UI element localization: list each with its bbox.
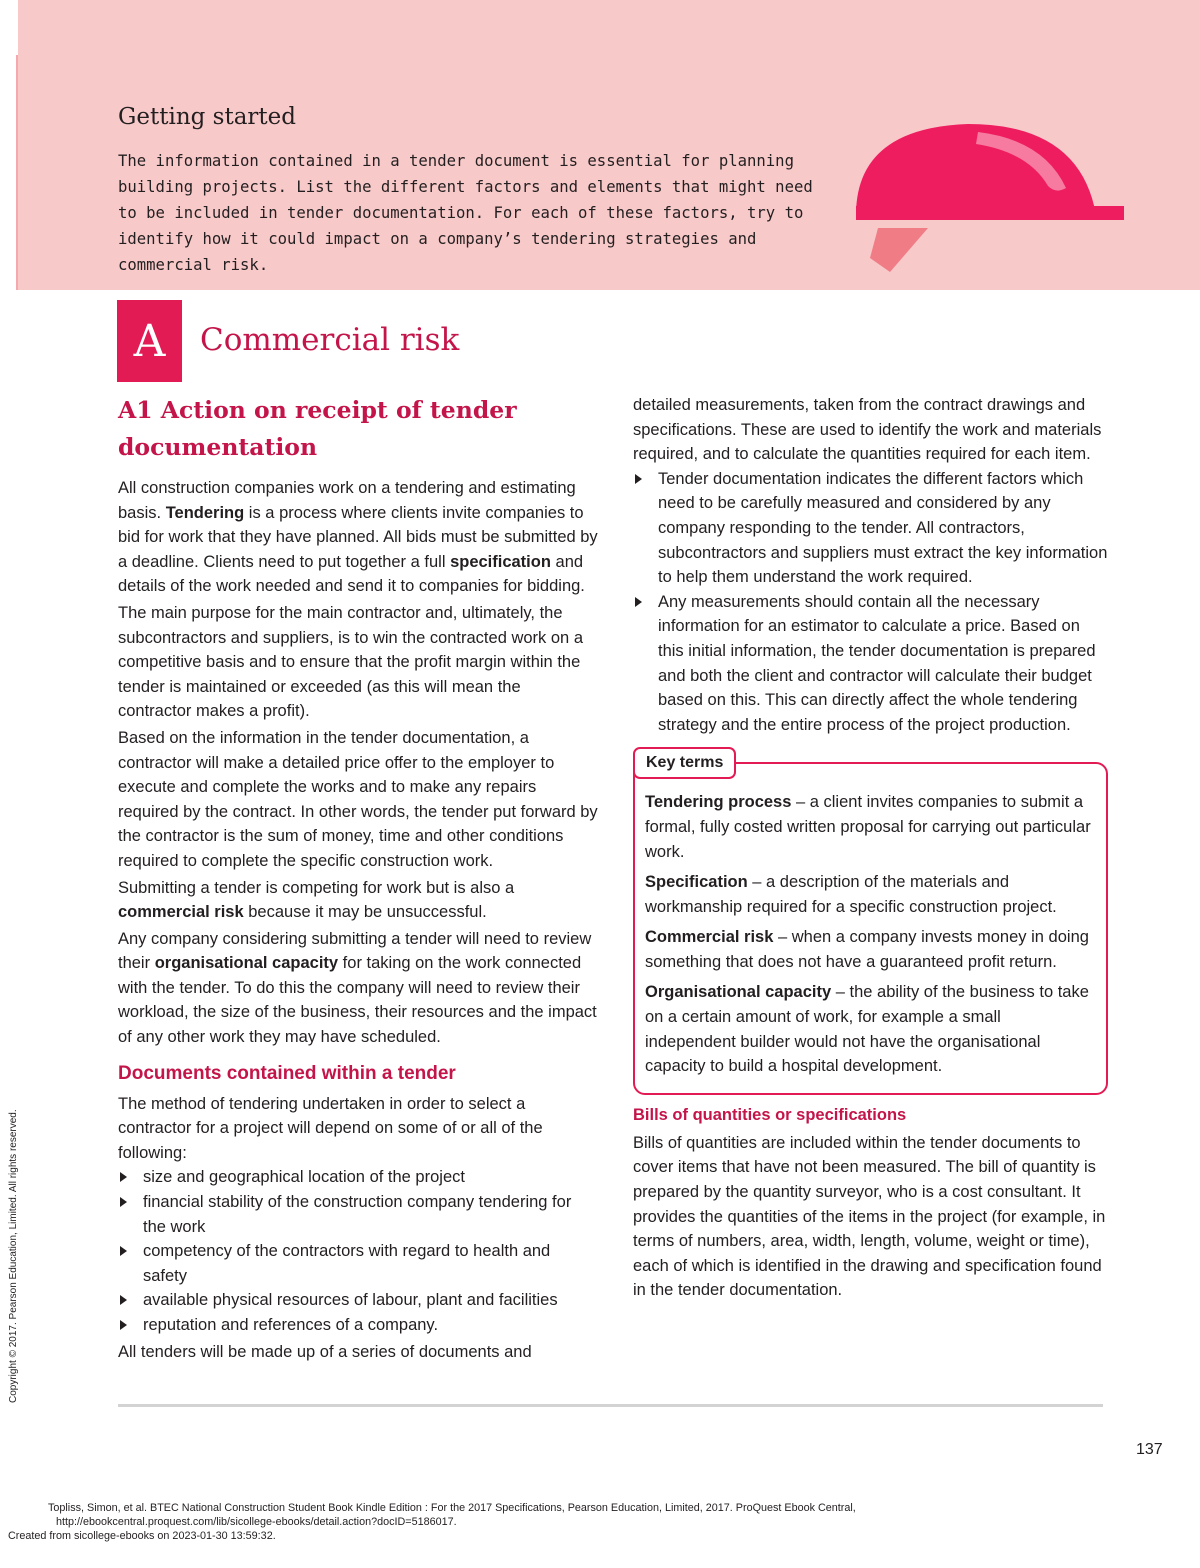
tender-notes-list — [633, 467, 1108, 738]
copyright-notice: Copyright © 2017. Pearson Education, Limited. All rights reserved. — [8, 1109, 19, 1403]
text-run: All construction companies work on a tendering and estimating basis. — [118, 479, 576, 522]
key-terms-panel — [633, 747, 1108, 1095]
paragraph: The main purpose for the main contractor and, ultimately, the subcontractors and suppliers, is to win the contracted work on a competitive basis and to ensure that the profit margin within the tender is maintained or exceeded (as this will mean the contractor makes a profit). — [118, 603, 583, 721]
getting-started-text: The information contained in a tender document is essential for planning building projects. List the different factors and elements that might need to be included in tender documentation. For each of these factors, try to identify how it could impact on a company’s tendering strategies and commercial risk. — [118, 152, 813, 274]
citation-created: Created from sicollege-ebooks on 2023-01-30 13:59:32. — [8, 1530, 276, 1542]
key-term-entry — [645, 980, 1096, 1078]
list-item-text: reputation and references of a company. — [143, 1316, 439, 1334]
citation-line: Topliss, Simon, et al. BTEC National Construction Student Book Kindle Edition : For the 2017 Specifications, Pearson Education, Limited, 2017. ProQuest Ebook Central, — [48, 1502, 856, 1514]
text-run: is a process where clients invite companies to bid for work that they have planned. All bids must be submitted by a deadline. Clients need to put together a full — [118, 503, 598, 571]
paragraph: All tenders will be made up of a series of documents and — [118, 1342, 532, 1361]
list-item-text: size and geographical location of the project — [143, 1168, 465, 1187]
bullet-triangle-icon — [120, 1320, 127, 1330]
text-run: and details of the work needed and send it to companies for bidding. — [118, 552, 585, 596]
a1-heading: A1 Action on receipt of tender documentation — [118, 396, 517, 461]
key-term-tendering: Tendering — [165, 503, 245, 522]
paragraph: detailed measurements, taken from the contract drawings and specifications. These are used to identify the work and materials required, and to calculate the quantities required for each item. — [633, 396, 1102, 464]
paragraph — [118, 476, 598, 599]
text-run: for taking on the work connected with the tender. To do this the company will need to review their workload, the size of the business, their resources and the impact of any other work they may have scheduled. — [118, 954, 597, 1047]
banner-edge-strip — [16, 55, 18, 290]
factors-list — [118, 1165, 598, 1337]
key-term-definition: – the ability of the business to take on a certain amount of work, for example a small independent builder would not have the organisational capacity to build a hospital development. — [645, 983, 1089, 1076]
bullet-triangle-icon — [120, 1172, 127, 1182]
bottom-rule — [118, 1404, 1103, 1407]
key-term-name: Specification — [645, 873, 748, 892]
list-item — [118, 1288, 598, 1313]
bullet-triangle-icon — [635, 597, 642, 607]
list-item-text: financial stability of the construction company tendering for the work — [143, 1193, 572, 1236]
list-item — [633, 590, 1108, 738]
paragraph: Bills of quantities are included within the tender documents to cover items that have not been measured. The bill of quantity is prepared by the quantity surveyor, who is a cost consultant. It provides the quantities of the items in the project (for example, in terms of numbers, area, width, length, volume, weight or time), each of which is identified in the drawing and specification found in the tender documentation. — [633, 1133, 1106, 1300]
list-item-text: available physical resources of labour, plant and facilities — [143, 1291, 558, 1310]
section-title: Commercial risk — [200, 322, 460, 358]
documents-heading: Documents contained within a tender — [118, 1062, 456, 1084]
left-column — [118, 392, 598, 1366]
right-column — [633, 393, 1108, 1305]
section-letter-badge: A — [117, 300, 182, 382]
paragraph — [118, 876, 598, 925]
key-term-entry — [645, 790, 1096, 864]
key-term-name: Commercial risk — [645, 928, 774, 947]
text-run: because it may be unsuccessful. — [243, 903, 487, 922]
key-term-name: Tendering process — [645, 793, 792, 812]
key-term-definition: – a description of the materials and workmanship required for a specific construction project. — [645, 873, 1057, 916]
key-term-entry — [645, 870, 1096, 919]
key-term-commercial-risk: commercial risk — [118, 903, 244, 922]
key-term-entry — [645, 925, 1096, 974]
hard-hat-icon — [848, 110, 1128, 280]
list-item-text: Any measurements should contain all the necessary information for an estimator to calculate a price. Based on this initial information, the tender documentation is prepared and both the client and contractor will calculate their budget based on this. This can directly affect the whole tendering strategy and the entire process of the project production. — [658, 592, 1096, 734]
text-run: Any company considering submitting a tender will need to review their — [118, 929, 592, 973]
list-item-text: Tender documentation indicates the different factors which need to be carefully measured and considered by any company responding to the tender. All contractors, subcontractors and suppliers must extract the key information to help them understand the work required. — [658, 469, 1108, 587]
key-terms-label: Key terms — [633, 747, 736, 779]
list-item — [118, 1165, 598, 1190]
key-term-definition: – when a company invests money in doing something that does not have a guaranteed profit return. — [645, 928, 1089, 971]
list-item — [118, 1313, 598, 1338]
bullet-triangle-icon — [120, 1246, 127, 1256]
bullet-triangle-icon — [120, 1197, 127, 1207]
paragraph — [118, 927, 598, 1050]
list-item — [118, 1190, 598, 1239]
key-term-organisational-capacity: organisational capacity — [154, 954, 339, 973]
key-term-definition: – a client invites companies to submit a formal, fully costed written proposal for carrying out particular work. — [645, 793, 1091, 861]
page-number: 137 — [1136, 1441, 1163, 1458]
list-item — [633, 467, 1108, 590]
key-term-specification: specification — [450, 552, 551, 571]
text-run: Submitting a tender is competing for work but is also a — [118, 878, 515, 897]
paragraph: The method of tendering undertaken in order to select a contractor for a project will depend on some of or all of the following: — [118, 1094, 543, 1162]
citation-url[interactable]: http://ebookcentral.proquest.com/lib/sicollege-ebooks/detail.action?docID=5186017. — [56, 1516, 457, 1528]
citation-block — [8, 1501, 856, 1543]
getting-started-title: Getting started — [118, 104, 297, 130]
key-terms-box — [633, 762, 1108, 1095]
list-item-text: competency of the contractors with regard to health and safety — [143, 1242, 551, 1285]
bills-heading: Bills of quantities or specifications — [633, 1105, 907, 1124]
bullet-triangle-icon — [120, 1295, 127, 1305]
key-term-name: Organisational capacity — [645, 983, 832, 1002]
list-item — [118, 1239, 598, 1288]
bullet-triangle-icon — [635, 474, 642, 484]
paragraph: Based on the information in the tender documentation, a contractor will make a detailed price offer to the employer to execute and complete the works and to make any repairs required by the contract. In other words, the tender put forward by the contractor is the sum of money, time and other conditions required to complete the specific construction work. — [118, 728, 598, 870]
